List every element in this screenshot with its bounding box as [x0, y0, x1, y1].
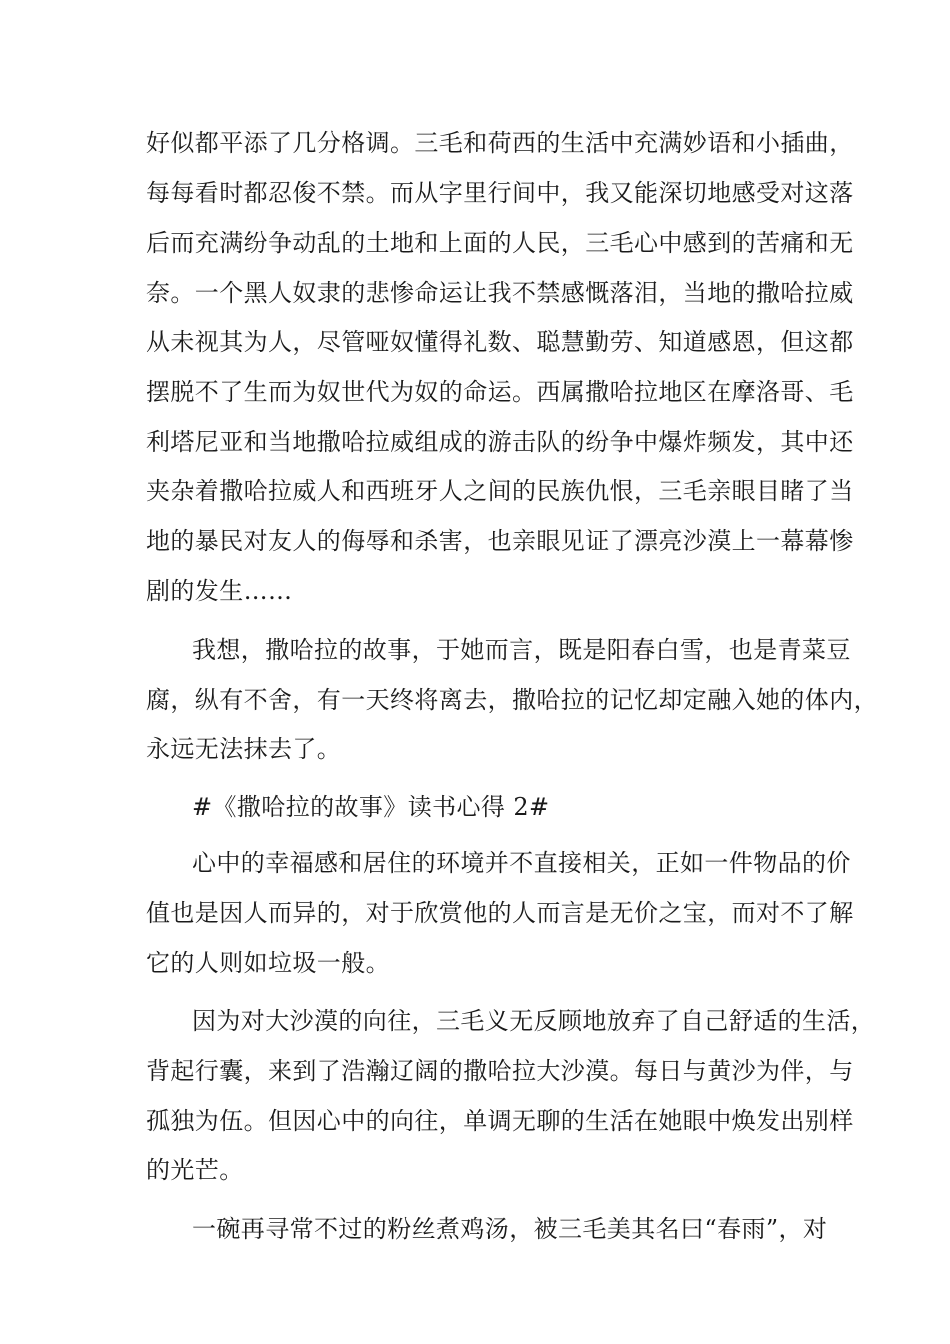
paragraph-line: 背起行囊，来到了浩瀚辽阔的撒哈拉大沙漠。每日与黄沙为伴，与	[146, 1057, 854, 1085]
paragraph-line: 夹杂着撒哈拉威人和西班牙人之间的民族仇恨，三毛亲眼目睹了当	[146, 477, 854, 505]
paragraph-line: 好似都平添了几分格调。三毛和荷西的生活中充满妙语和小插曲，	[146, 129, 854, 157]
paragraph-line: 心中的幸福感和居住的环境并不直接相关，正如一件物品的价	[192, 849, 851, 877]
paragraph-line: 我想，撒哈拉的故事，于她而言，既是阳春白雪，也是青菜豆	[192, 636, 851, 664]
paragraph-line: 摆脱不了生而为奴世代为奴的命运。西属撒哈拉地区在摩洛哥、毛	[146, 378, 854, 406]
paragraph-line: 奈。一个黑人奴隶的悲惨命运让我不禁感慨落泪，当地的撒哈拉威	[146, 279, 854, 307]
paragraph-line: 剧的发生……	[146, 577, 293, 605]
paragraph-line: 因为对大沙漠的向往，三毛义无反顾地放弃了自己舒适的生活，	[192, 1007, 876, 1035]
paragraph-line: 从未视其为人，尽管哑奴懂得礼数、聪慧勤劳、知道感恩，但这都	[146, 328, 854, 356]
paragraph-line: 地的暴民对友人的侮辱和杀害，也亲眼见证了漂亮沙漠上一幕幕惨	[146, 527, 854, 555]
paragraph-line: 一碗再寻常不过的粉丝煮鸡汤，被三毛美其名曰“春雨”，对	[192, 1215, 828, 1243]
paragraph-line: 永远无法抹去了。	[146, 735, 342, 763]
paragraph-line: 的光芒。	[146, 1156, 244, 1184]
paragraph-line: 腐，纵有不舍，有一天终将离去，撒哈拉的记忆却定融入她的体内，	[146, 686, 878, 714]
section-heading: #《撒哈拉的故事》读书心得 2#	[192, 793, 550, 821]
paragraph-line: 它的人则如垃圾一般。	[146, 949, 390, 977]
paragraph-line: 值也是因人而异的，对于欣赏他的人而言是无价之宝，而对不了解	[146, 899, 854, 927]
paragraph-line: 每每看时都忍俊不禁。而从字里行间中，我又能深切地感受对这落	[146, 179, 854, 207]
paragraph-line: 后而充满纷争动乱的土地和上面的人民，三毛心中感到的苦痛和无	[146, 229, 854, 257]
paragraph-line: 孤独为伍。但因心中的向往，单调无聊的生活在她眼中焕发出别样	[146, 1107, 854, 1135]
paragraph-line: 利塔尼亚和当地撒哈拉威组成的游击队的纷争中爆炸频发，其中还	[146, 428, 854, 456]
